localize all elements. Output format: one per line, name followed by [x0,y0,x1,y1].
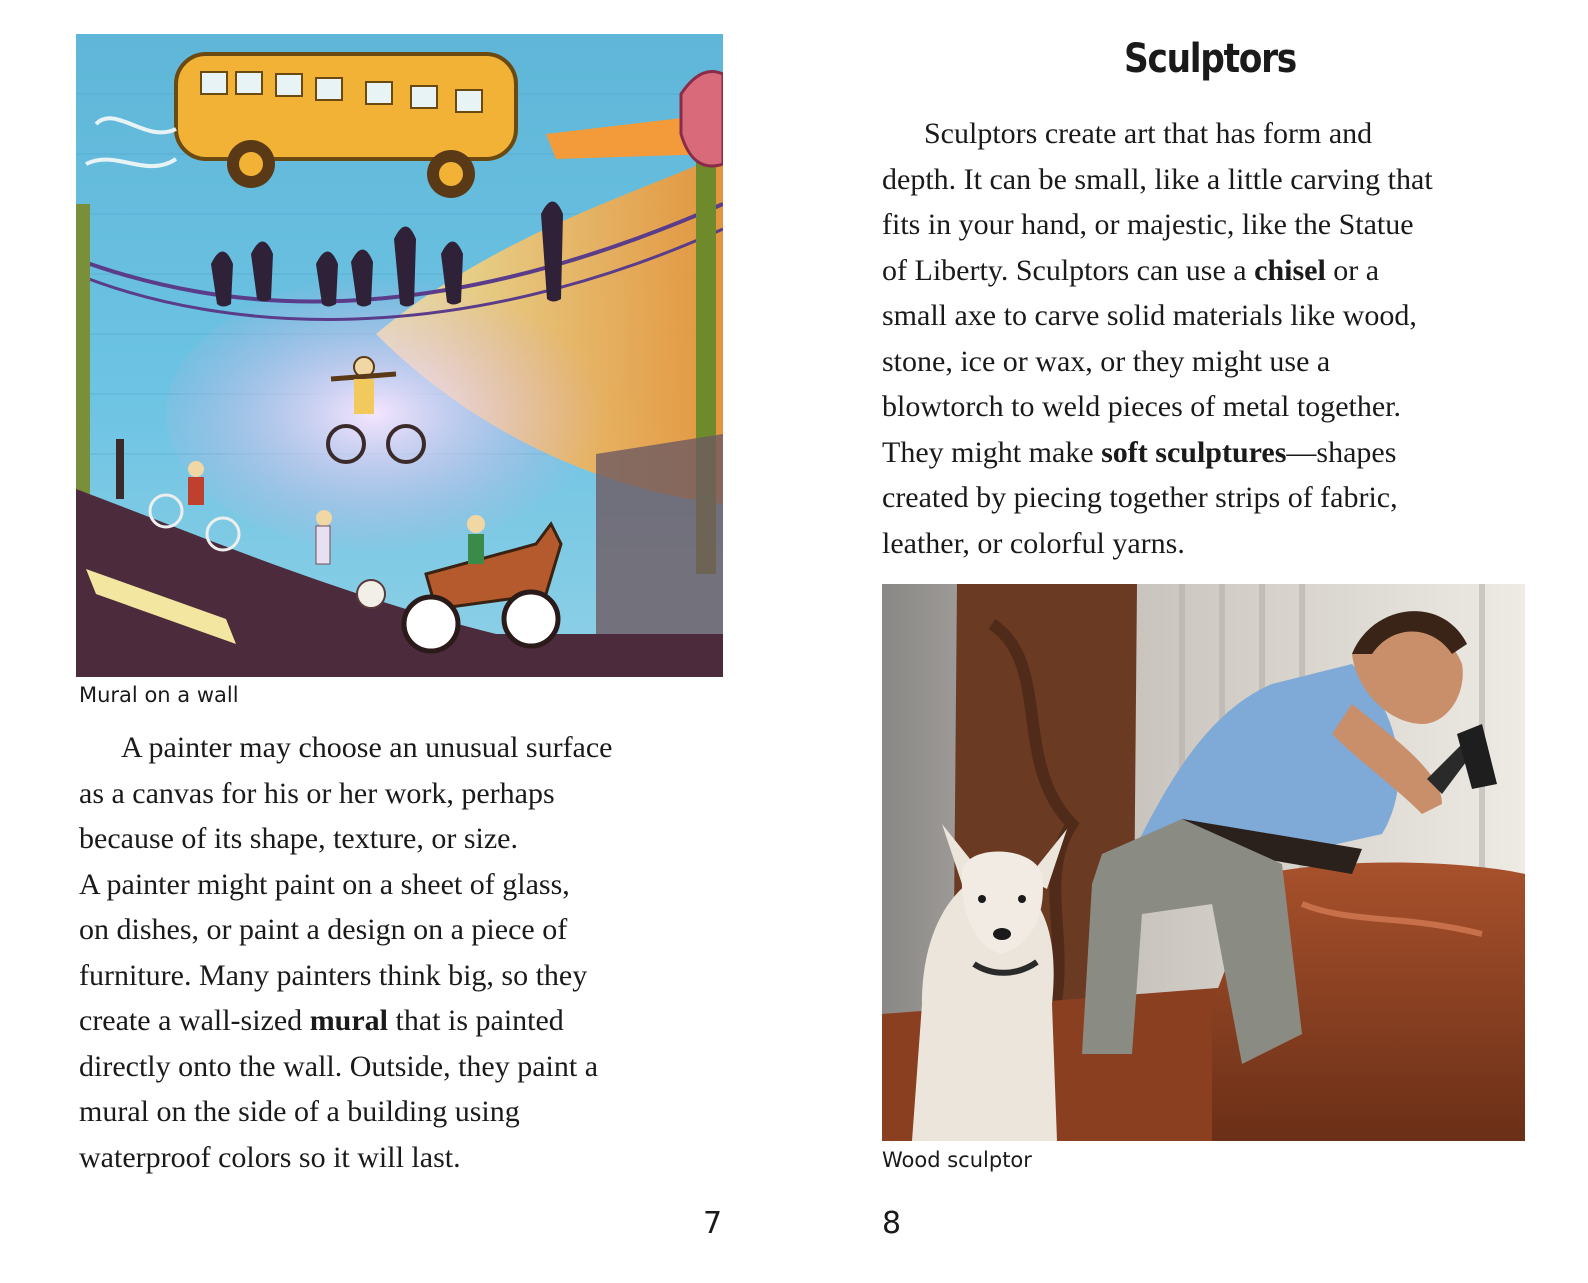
text-segment: waterproof colors so it will last. [79,1140,461,1174]
text-segment: because of its shape, texture, or size. [79,822,518,855]
text-segment: created by piecing together strips of fabric, [882,481,1398,514]
text-segment: blowtorch to weld pieces of metal together. [882,390,1402,423]
page-number: 7 [703,1206,723,1241]
text-line [882,248,1433,294]
text-segment: create a wall-sized [79,1004,310,1037]
text-line [79,771,613,817]
text-segment: depth. It can be small, like a little carving that [882,162,1433,196]
text-segment: small axe to carve solid materials like wood, [882,299,1417,332]
mural-photo [76,34,723,677]
text-segment: that is painted [388,1004,564,1037]
sculptor-caption: Wood sculptor [882,1148,1032,1172]
right-page [794,0,1588,1283]
text-line [882,430,1433,476]
text-segment: on dishes, or paint a design on a piece of [79,913,568,946]
text-line [882,475,1433,521]
text-segment: fits in your hand, or majestic, like the Statue [882,208,1414,241]
text-line [79,862,613,908]
text-line [882,339,1433,385]
text-line [79,816,613,862]
sculptor-paragraph [882,111,1433,566]
text-line [79,1135,613,1181]
text-segment: stone, ice or wax, or they might use a [882,344,1331,378]
text-segment: as a canvas for his or her work, perhaps [79,776,555,810]
glossary-term: mural [309,1004,389,1037]
text-line [882,111,1433,157]
text-line [882,157,1433,203]
page-number: 8 [882,1206,902,1241]
text-segment: leather, or colorful yarns. [882,526,1185,560]
text-line [79,953,613,999]
text-segment: —shapes [1286,435,1397,469]
painter-paragraph [79,725,613,1180]
text-segment: directly onto the wall. Outside, they paint a [79,1049,599,1083]
text-segment: A painter might paint on a sheet of glass, [79,867,570,901]
text-line [79,725,613,771]
text-line [882,384,1433,430]
text-segment: A painter may choose an unusual surface [121,731,613,764]
text-segment: of Liberty. Sculptors can use a [882,253,1255,287]
text-line [882,202,1433,248]
text-line [79,1044,613,1090]
text-segment: They might make [882,435,1102,469]
text-line [79,907,613,953]
text-line [79,998,613,1044]
text-segment: Sculptors create art that has form and [924,117,1373,150]
text-line [79,1089,613,1135]
section-heading: Sculptors [1124,36,1296,82]
mural-caption: Mural on a wall [79,683,239,707]
glossary-term: chisel [1254,253,1326,287]
text-segment: or a [1325,253,1380,287]
wood-sculptor-photo [882,584,1525,1141]
glossary-term: soft sculptures [1101,435,1287,469]
text-segment: furniture. Many painters think big, so they [79,958,588,992]
text-line [882,521,1433,567]
text-line [882,293,1433,339]
text-segment: mural on the side of a building using [79,1095,520,1128]
